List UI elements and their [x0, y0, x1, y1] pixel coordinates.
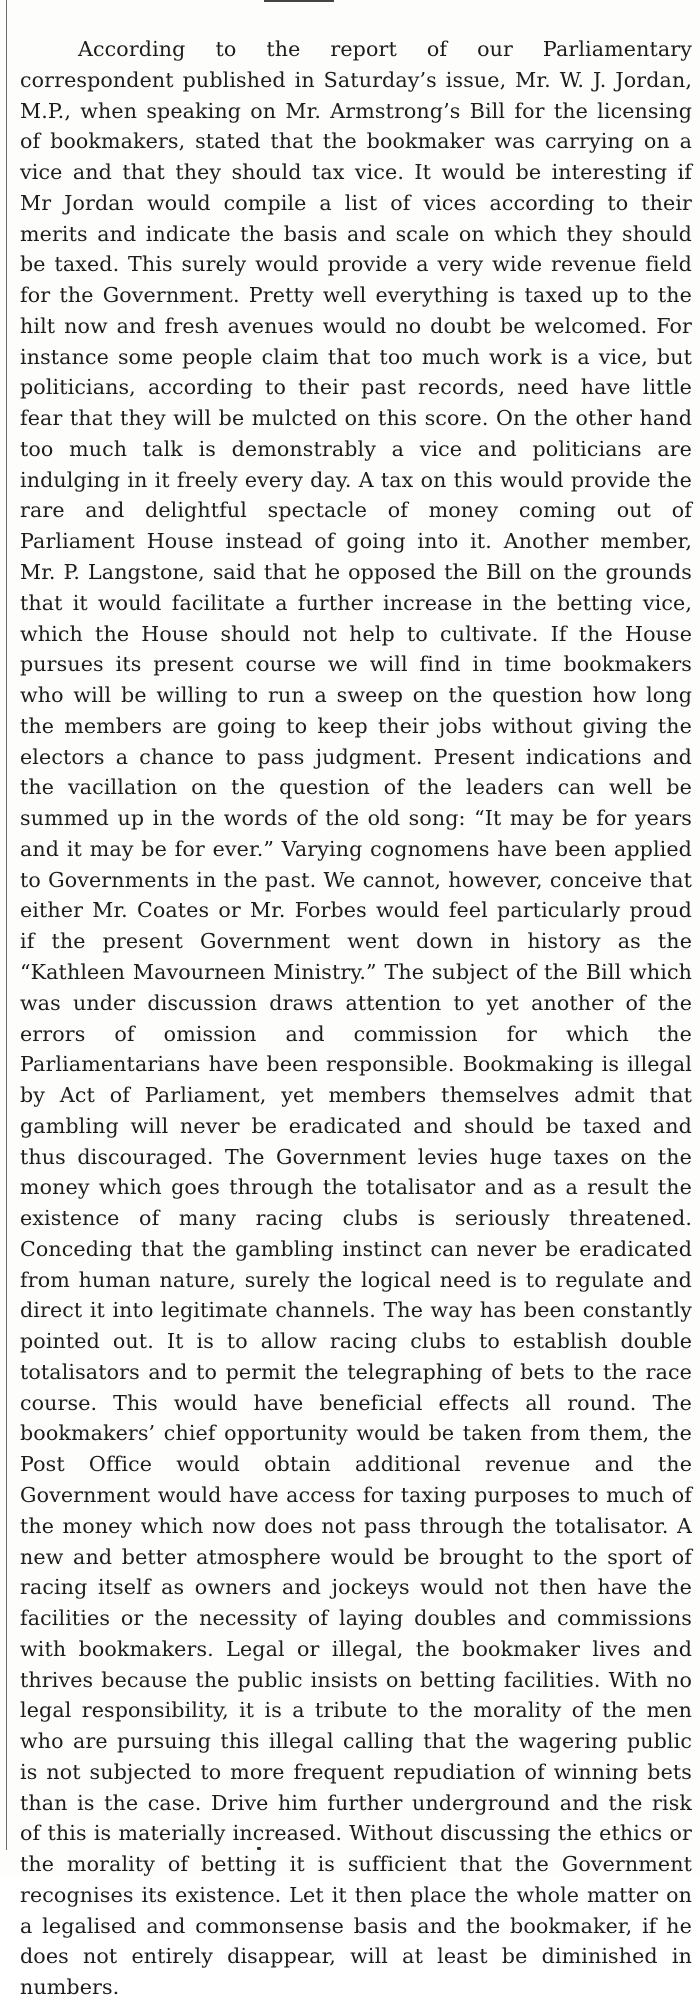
- header-rule: [264, 0, 334, 2]
- print-speck: [257, 1847, 261, 1850]
- editorial-paragraph: According to the report of our Parliamentary correspondent published in Saturday’s issue, Mr. W. J. Jordan, M.P., when speaking on Mr. Armstrong’s Bill for the licensing of bookmakers, stated that the bookmaker was carrying on a vice and that they should tax vice. It would be interesting if Mr Jordan would compile a list of vices according to their merits and indicate the basis and scale on which they should be taxed. This surely would provide a very wide revenue field for the Government. Pretty well everything is taxed up to the hilt now and fresh avenues would no doubt be welcomed. For instance some people claim that too much work is a vice, but politicians, according to their past records, need have little fear that they will be mulcted on this score. On the other hand too much talk is demonstrably a vice and politicians are indulging in it freely every day. A tax on this would provide the rare and delightful spectacle of money coming out of Parliament House instead of going into it. Another member, Mr. P. Langstone, said that he opposed the Bill on the grounds that it would facilitate a further increase in the betting vice, which the House should not help to cultivate. If the House pursues its present course we will find in time bookmakers who will be willing to run a sweep on the question how long the members are going to keep their jobs without giving the electors a chance to pass judgment. Present indications and the vacillation on the question of the leaders can well be summed up in the words of the old song: “It may be for years and it may be for ever.” Varying cognomens have been applied to Governments in the past. We cannot, however, conceive that either Mr. Coates or Mr. Forbes would feel particularly proud if the present Government went down in history as the “Kathleen Mavourneen Ministry.” The subject of the Bill which was under discussion draws attention to yet another of the errors of omission and commission for which the Parliamentarians have been responsible. Bookmaking is illegal by Act of Parliament, yet members themselves admit that gambling will never be eradicated and should be taxed and thus discouraged. The Government levies huge taxes on the money which goes through the totalisator and as a result the existence of many racing clubs is seriously threatened. Conceding that the gambling instinct can never be eradicated from human nature, surely the logical need is to regulate and direct it into legitimate channels. The way has been constantly pointed out. It is to allow racing clubs to establish double totalisators and to permit the telegraphing of bets to the race course. This would have beneficial effects all round. The bookmakers’ chief opportunity would be taken from them, the Post Office would obtain additional revenue and the Government would have access for taxing purposes to much of the money which now does not pass through the totalisator. A new and better atmosphere would be brought to the sport of racing itself as owners and jockeys would not then have the facilities or the necessity of laying doubles and commissions with bookmakers. Legal or illegal, the bookmaker lives and thrives because the public insists on betting facilities. With no legal responsibility, it is a tribute to the morality of the men who are pursuing this illegal calling that the wagering public is not subjected to more frequent repudiation of winning bets than is the case. Drive him further underground and the risk of this is materially increased. Without discussing the ethics or the morality of betting it is sufficient that the Government recognises its existence. Let it then place the whole matter on a legalised and commonsense basis and the bookmaker, if he does not entirely disappear, will at least be diminished in numbers.: [20, 37, 692, 2000]
- column-rule: [6, 0, 7, 1850]
